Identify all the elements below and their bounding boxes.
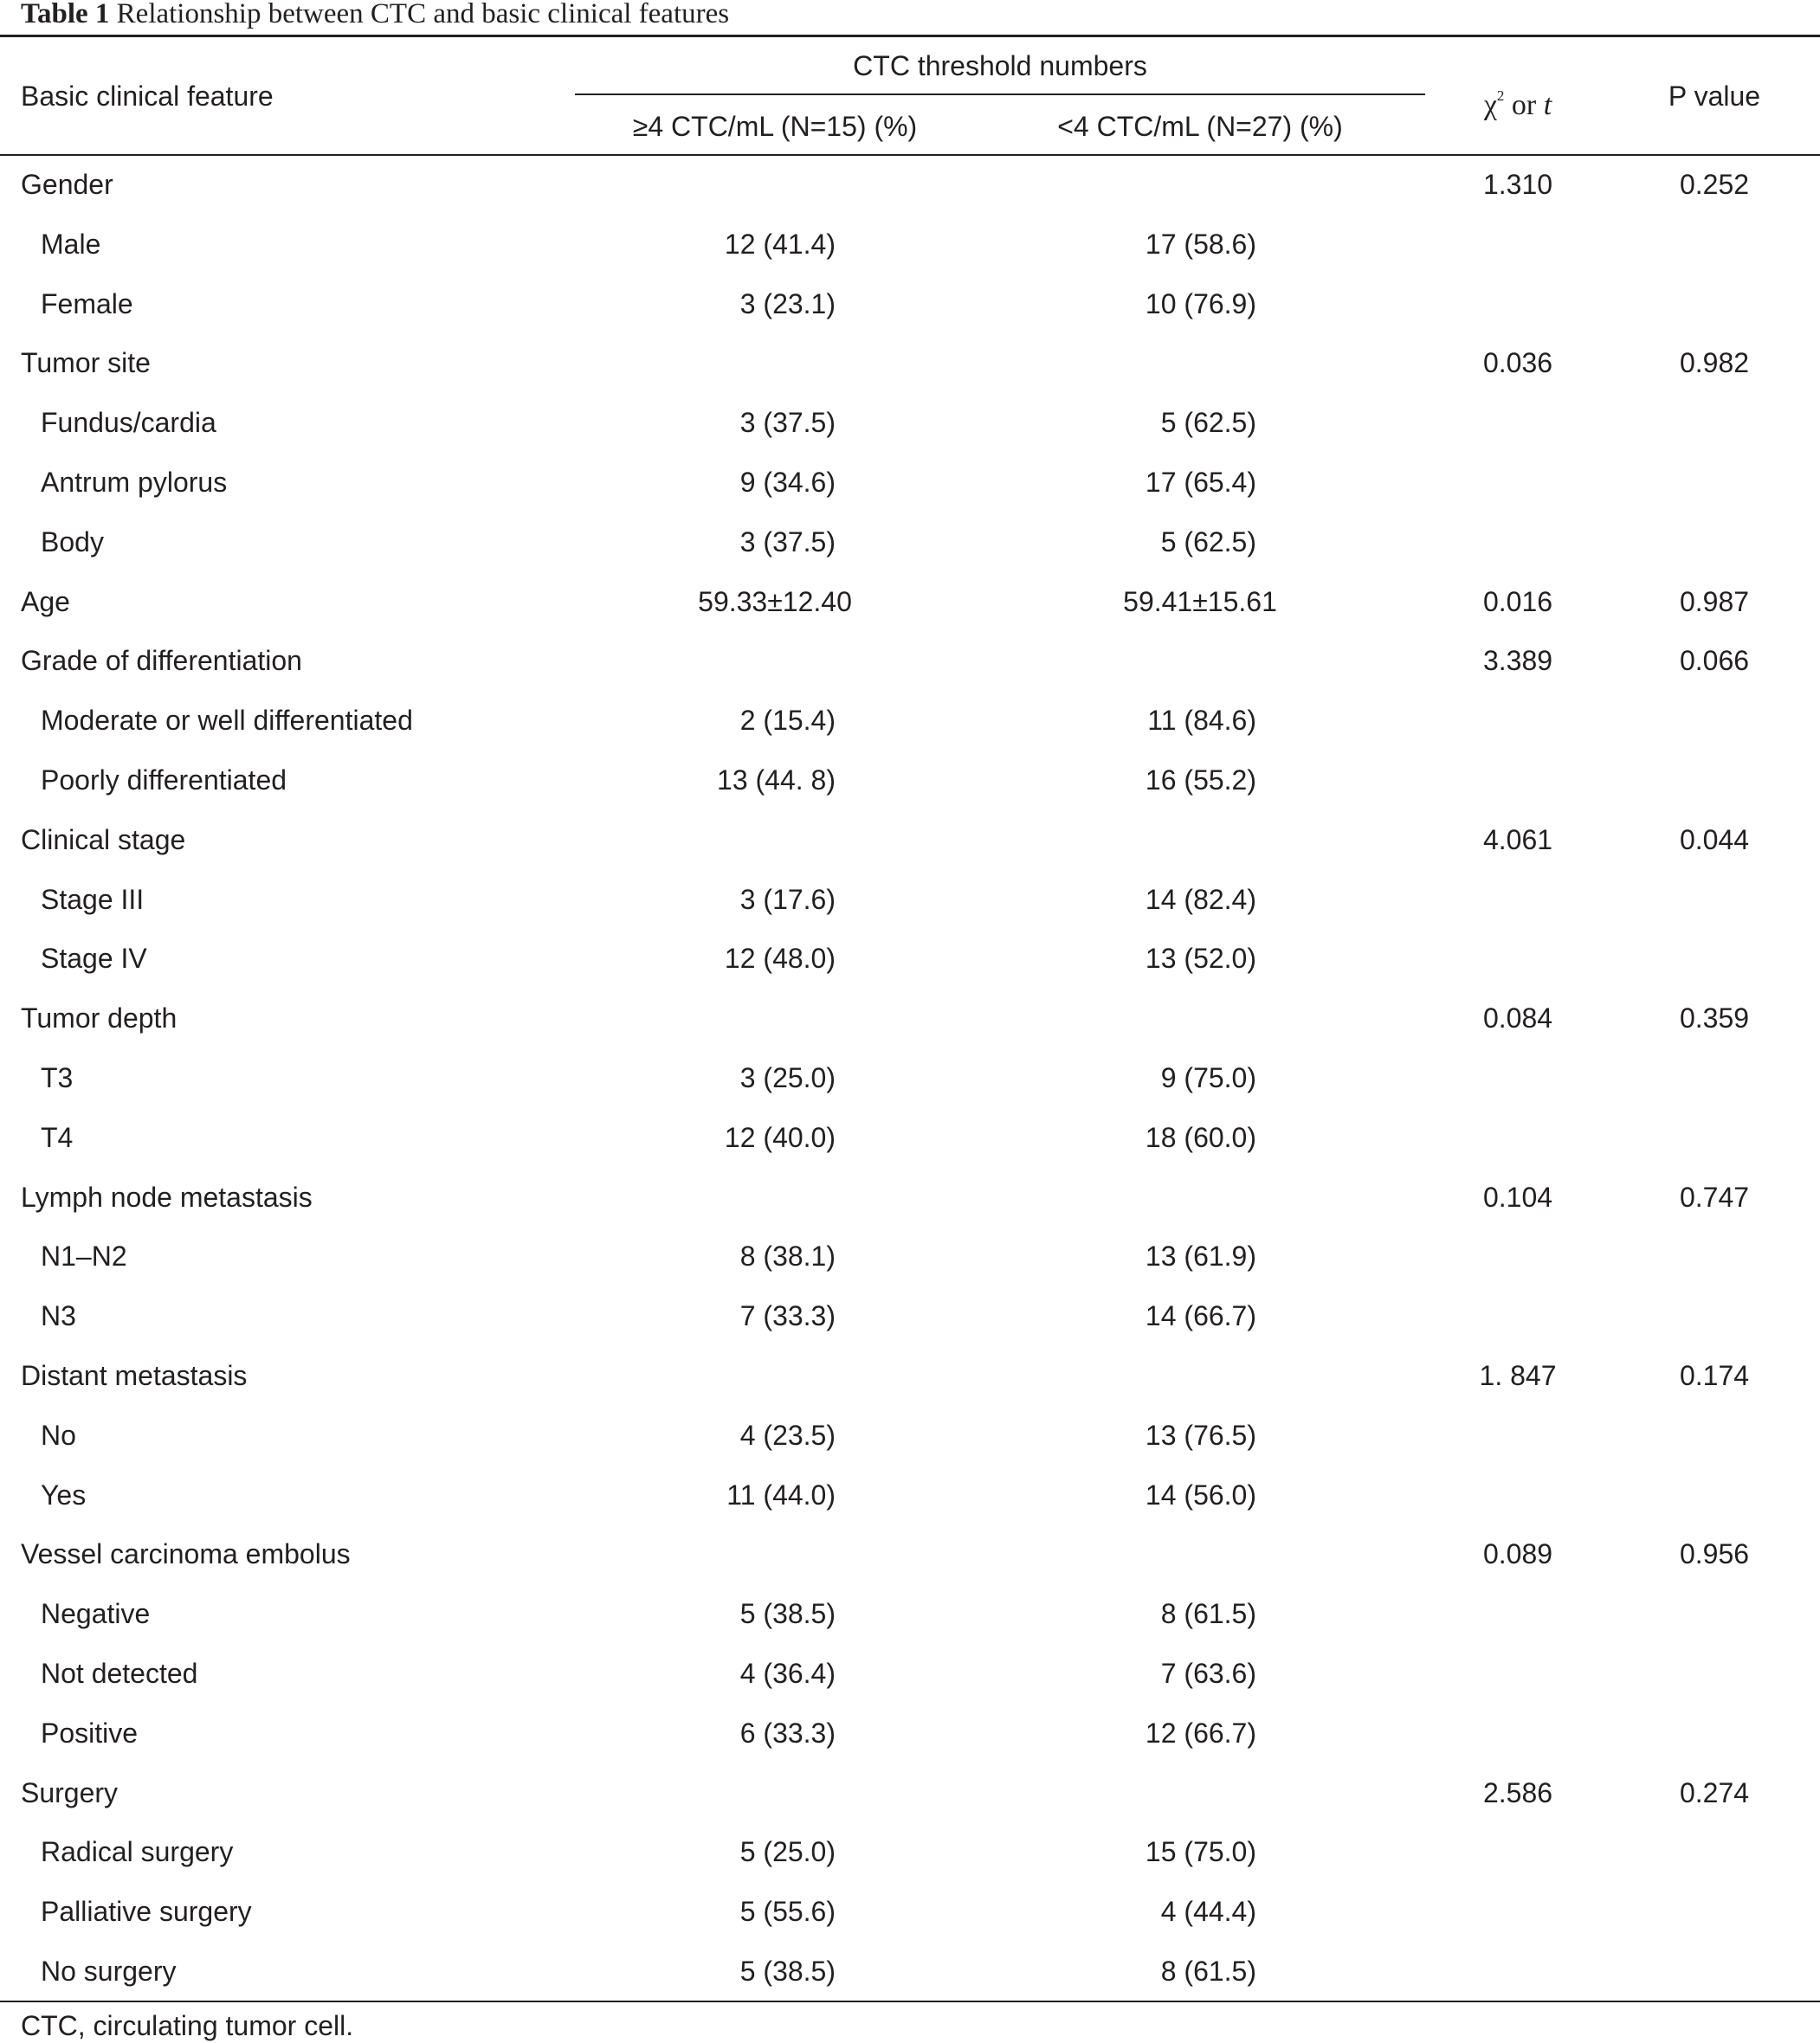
row-lt4-value: 59.41±15.61 bbox=[1123, 585, 1277, 617]
table-row bbox=[0, 1656, 1820, 1716]
row-label: Antrum pylorus bbox=[41, 466, 228, 498]
row-ge4-value: 5 (38.5) bbox=[739, 1955, 836, 1987]
row-label: Male bbox=[41, 228, 101, 260]
row-label: Age bbox=[21, 585, 70, 617]
row-label: Palliative surgery bbox=[41, 1896, 252, 1928]
table-row bbox=[0, 1180, 1820, 1240]
row-statistic: 0.036 bbox=[1482, 347, 1553, 379]
row-label: T3 bbox=[41, 1061, 74, 1093]
table-row bbox=[0, 1239, 1820, 1299]
row-p-value: 0.252 bbox=[1679, 169, 1750, 200]
table-row bbox=[0, 525, 1820, 584]
table-caption-text: Relationship between CTC and basic clinical features bbox=[116, 0, 730, 29]
table-row bbox=[0, 1894, 1820, 1954]
row-statistic: 3.389 bbox=[1482, 645, 1553, 677]
row-p-value: 0.274 bbox=[1679, 1776, 1750, 1808]
row-label: Grade of differentiation bbox=[21, 645, 302, 677]
row-lt4-value: 8 (61.5) bbox=[1160, 1955, 1256, 1987]
row-statistic: 1. 847 bbox=[1479, 1359, 1557, 1391]
row-ge4-value: 3 (37.5) bbox=[739, 407, 836, 439]
row-p-value: 0.066 bbox=[1679, 645, 1750, 677]
row-label: N3 bbox=[41, 1300, 76, 1332]
row-label: Vessel carcinoma embolus bbox=[21, 1538, 351, 1570]
row-ge4-value: 3 (37.5) bbox=[739, 525, 836, 557]
row-label: Gender bbox=[21, 169, 113, 200]
row-label: Yes bbox=[41, 1479, 87, 1511]
row-label: Tumor site bbox=[21, 347, 151, 379]
row-ge4-value: 4 (23.5) bbox=[739, 1419, 836, 1451]
table-row bbox=[0, 1001, 1820, 1060]
table-row bbox=[0, 1060, 1820, 1120]
row-ge4-value: 11 (44.0) bbox=[726, 1479, 836, 1511]
row-label: Female bbox=[41, 287, 133, 319]
row-ge4-value: 13 (44. 8) bbox=[717, 764, 836, 796]
row-lt4-value: 18 (60.0) bbox=[1145, 1121, 1256, 1153]
row-ge4-value: 7 (33.3) bbox=[739, 1300, 836, 1332]
row-lt4-value: 16 (55.2) bbox=[1145, 764, 1256, 796]
row-lt4-value: 4 (44.4) bbox=[1160, 1896, 1256, 1928]
row-lt4-value: 5 (62.5) bbox=[1160, 525, 1256, 557]
row-ge4-value: 12 (41.4) bbox=[724, 228, 836, 260]
table-caption bbox=[21, 0, 729, 33]
row-label: Radical surgery bbox=[41, 1836, 234, 1868]
table-row bbox=[0, 703, 1820, 763]
row-lt4-value: 13 (76.5) bbox=[1145, 1419, 1256, 1451]
row-ge4-value: 12 (40.0) bbox=[724, 1121, 836, 1153]
table-bottom-rule bbox=[0, 2001, 1820, 2002]
row-label: Positive bbox=[41, 1717, 139, 1749]
table-row bbox=[0, 405, 1820, 465]
row-label: Not detected bbox=[41, 1657, 198, 1689]
table-row bbox=[0, 1834, 1820, 1894]
row-statistic: 0.089 bbox=[1482, 1538, 1553, 1570]
table-row bbox=[0, 1596, 1820, 1656]
table-footnote: CTC, circulating tumor cell. bbox=[21, 2010, 354, 2041]
row-label: Poorly differentiated bbox=[41, 764, 287, 796]
table-row bbox=[0, 1954, 1820, 2014]
row-lt4-value: 13 (61.9) bbox=[1145, 1241, 1256, 1273]
table-row bbox=[0, 167, 1820, 227]
table-row bbox=[0, 465, 1820, 525]
row-statistic: 0.016 bbox=[1482, 585, 1553, 617]
header-ctc-threshold-numbers: CTC threshold numbers bbox=[853, 50, 1147, 81]
row-p-value: 0.359 bbox=[1679, 1002, 1750, 1034]
row-lt4-value: 9 (75.0) bbox=[1160, 1061, 1256, 1093]
table-row bbox=[0, 287, 1820, 346]
row-label: Surgery bbox=[21, 1776, 119, 1808]
row-ge4-value: 12 (48.0) bbox=[724, 943, 836, 975]
row-label: No surgery bbox=[41, 1955, 177, 1987]
row-ge4-value: 3 (25.0) bbox=[739, 1061, 836, 1093]
table-row bbox=[0, 1418, 1820, 1478]
row-ge4-value: 4 (36.4) bbox=[739, 1657, 836, 1689]
row-lt4-value: 15 (75.0) bbox=[1145, 1836, 1256, 1868]
row-lt4-value: 8 (61.5) bbox=[1160, 1598, 1256, 1630]
row-ge4-value: 2 (15.4) bbox=[739, 705, 836, 737]
row-p-value: 0.747 bbox=[1679, 1181, 1750, 1213]
row-p-value: 0.174 bbox=[1679, 1359, 1750, 1391]
row-statistic: 1.310 bbox=[1482, 169, 1553, 200]
table-header-rule bbox=[0, 154, 1820, 156]
row-label: Tumor depth bbox=[21, 1002, 177, 1034]
row-label: Stage III bbox=[41, 883, 145, 915]
table-row bbox=[0, 1776, 1820, 1835]
table-row bbox=[0, 345, 1820, 405]
row-ge4-value: 6 (33.3) bbox=[739, 1717, 836, 1749]
row-lt4-value: 14 (82.4) bbox=[1145, 883, 1256, 915]
table-caption-label: Table 1 bbox=[21, 0, 110, 29]
row-ge4-value: 5 (38.5) bbox=[739, 1598, 836, 1630]
header-p-value: P value bbox=[1668, 81, 1761, 112]
row-ge4-value: 3 (17.6) bbox=[739, 883, 836, 915]
row-lt4-value: 10 (76.9) bbox=[1145, 287, 1256, 319]
header-chi-square-or-t bbox=[1429, 79, 1607, 123]
table-row bbox=[0, 822, 1820, 882]
row-label: N1–N2 bbox=[41, 1241, 127, 1273]
row-ge4-value: 9 (34.6) bbox=[739, 466, 836, 498]
row-statistic: 0.104 bbox=[1482, 1181, 1553, 1213]
row-lt4-value: 7 (63.6) bbox=[1160, 1657, 1256, 1689]
row-label: Body bbox=[41, 525, 104, 557]
row-label: Distant metastasis bbox=[21, 1359, 248, 1391]
table-row bbox=[0, 941, 1820, 1001]
row-statistic: 2.586 bbox=[1482, 1776, 1553, 1808]
table-body bbox=[0, 167, 1820, 2014]
row-ge4-value: 8 (38.1) bbox=[739, 1241, 836, 1273]
row-p-value: 0.987 bbox=[1679, 585, 1750, 617]
header-chi-superscript: 2 bbox=[1496, 87, 1505, 104]
row-lt4-value: 17 (58.6) bbox=[1145, 228, 1256, 260]
table-row bbox=[0, 1358, 1820, 1418]
row-label: Negative bbox=[41, 1598, 151, 1630]
row-ge4-value: 5 (25.0) bbox=[739, 1836, 836, 1868]
table-row bbox=[0, 763, 1820, 822]
header-chi-symbol: χ bbox=[1483, 89, 1497, 121]
row-lt4-value: 14 (56.0) bbox=[1145, 1479, 1256, 1511]
row-lt4-value: 17 (65.4) bbox=[1145, 466, 1256, 498]
row-lt4-value: 14 (66.7) bbox=[1145, 1300, 1256, 1332]
row-p-value: 0.044 bbox=[1679, 823, 1750, 855]
row-label: Lymph node metastasis bbox=[21, 1181, 313, 1213]
table-row bbox=[0, 227, 1820, 287]
row-lt4-value: 12 (66.7) bbox=[1145, 1717, 1256, 1749]
row-label: Stage IV bbox=[41, 943, 147, 975]
header-lt4-ctc: <4 CTC/mL (N=27) (%) bbox=[1057, 111, 1343, 142]
row-label: Moderate or well differentiated bbox=[41, 705, 413, 737]
row-lt4-value: 5 (62.5) bbox=[1160, 407, 1256, 439]
table-row bbox=[0, 1478, 1820, 1537]
row-ge4-value: 5 (55.6) bbox=[739, 1896, 836, 1928]
table-top-rule bbox=[0, 35, 1820, 37]
table-row bbox=[0, 1716, 1820, 1776]
table-row bbox=[0, 1120, 1820, 1180]
row-label: T4 bbox=[41, 1121, 74, 1153]
header-basic-clinical-feature: Basic clinical feature bbox=[21, 81, 274, 112]
row-label: Clinical stage bbox=[21, 823, 186, 855]
table-row bbox=[0, 584, 1820, 644]
row-p-value: 0.956 bbox=[1679, 1538, 1750, 1570]
table-row bbox=[0, 1537, 1820, 1596]
row-label: Fundus/cardia bbox=[41, 407, 216, 439]
row-ge4-value: 3 (23.1) bbox=[739, 287, 836, 319]
row-statistic: 0.084 bbox=[1482, 1002, 1553, 1034]
header-t-symbol: t bbox=[1543, 89, 1552, 121]
header-or-text: or bbox=[1504, 89, 1544, 121]
row-label: No bbox=[41, 1419, 76, 1451]
row-lt4-value: 13 (52.0) bbox=[1145, 943, 1256, 975]
header-group-underline bbox=[575, 93, 1425, 95]
row-lt4-value: 11 (84.6) bbox=[1147, 705, 1256, 737]
table-row bbox=[0, 643, 1820, 703]
table-row bbox=[0, 1299, 1820, 1358]
row-ge4-value: 59.33±12.40 bbox=[698, 585, 852, 617]
row-statistic: 4.061 bbox=[1482, 823, 1553, 855]
table-row bbox=[0, 882, 1820, 942]
header-ge4-ctc: ≥4 CTC/mL (N=15) (%) bbox=[632, 111, 918, 142]
row-p-value: 0.982 bbox=[1679, 347, 1750, 379]
